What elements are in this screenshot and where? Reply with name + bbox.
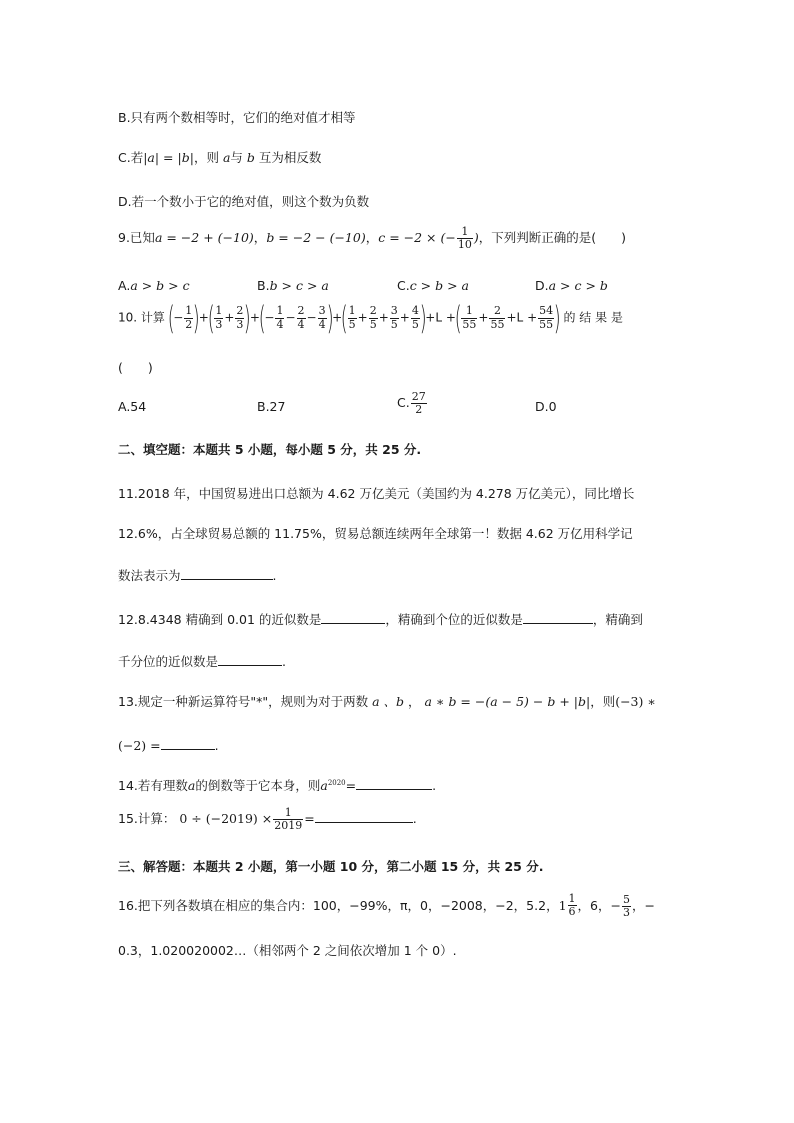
q16-mixed-number — [559, 893, 578, 918]
q10-g2-n2: 2 — [236, 304, 244, 318]
section-2-heading: 二、填空题：本题共 5 小题，每小题 5 分，共 25 分. — [118, 442, 422, 457]
q10-g4-n4: 4 — [411, 304, 419, 318]
q14-power-exp: 2020 — [327, 778, 346, 787]
q10-prefix: 10. 计算 — [118, 310, 165, 325]
q10-g5-d2: 55 — [490, 317, 505, 331]
q11-line-3-text: 数法表示为 — [118, 568, 181, 583]
q10-g1-den: 2 — [185, 317, 193, 331]
q14-power-base: a — [320, 778, 328, 793]
q10-g2-n1: 1 — [215, 304, 223, 318]
q11-line-2: 12.6%，占全球贸易总额的 11.75%，贸易总额连续两年全球第一！数据 4.62 万亿用科学记 — [118, 526, 633, 541]
q15-answer-blank[interactable] — [315, 809, 413, 823]
section-3-heading: 三、解答题：本题共 2 小题，第一小题 10 分，第二小题 15 分，共 25 分. — [118, 859, 544, 874]
q12-blank-1[interactable] — [321, 610, 385, 624]
q15-eq: = — [304, 811, 315, 827]
q9-sep2: ， — [365, 230, 379, 246]
q10-g3-n3: 3 — [318, 304, 326, 318]
q13-sep: ， — [408, 694, 421, 709]
q9-option-c-expr: c > b > a — [409, 278, 469, 293]
q10-g3-f2 — [297, 305, 306, 330]
q16-neg-den: 3 — [622, 906, 630, 920]
q16-neg-num: 5 — [622, 893, 630, 906]
q13-line-1 — [118, 694, 656, 709]
q12-line-1-b: ，精确到个位的近似数是 — [385, 612, 523, 627]
q10-g5-d3: 55 — [539, 317, 554, 331]
q10-option-b: B.27 — [257, 399, 286, 414]
q9-option-b-expr: b > c > a — [269, 278, 329, 293]
q15-frac-den: 2019 — [274, 819, 303, 833]
q9-option-c-label: C. — [397, 278, 410, 293]
q13-line-1-a: 13.规定一种新运算符号"*"，规则为对于两数 — [118, 694, 369, 709]
q10-g4-f2 — [369, 305, 378, 330]
q13-vars: a 、b — [372, 694, 405, 709]
q9-option-a — [118, 278, 190, 293]
q13-end: . — [214, 738, 219, 753]
q16-line-2: 0.3，1.020020002…（相邻两个 2 之间依次增加 1 个 0）. — [118, 943, 457, 958]
q9-option-a-expr: a > b > c — [130, 278, 190, 293]
q10-option-c-label: C. — [397, 395, 410, 411]
q8-option-c — [118, 150, 321, 165]
q14-answer-blank[interactable] — [356, 776, 432, 790]
q11-line-3 — [118, 566, 277, 583]
q10-ellipsis-1: L — [435, 310, 443, 325]
q8-option-c-suffix: 互为相反数 — [258, 150, 322, 165]
q10-g4-f4 — [411, 305, 420, 330]
q15-frac-num: 1 — [273, 807, 303, 820]
q9-stem — [118, 226, 626, 251]
q10-suffix: 的 结 果 是 — [563, 310, 623, 325]
q10-g1-sign: − — [173, 310, 184, 325]
q16-neg-frac — [622, 894, 631, 919]
q10-g4-d4: 5 — [411, 317, 419, 331]
q8-option-d: D.若一个数小于它的绝对值，则这个数为负数 — [118, 194, 370, 209]
q10-g4-d2: 5 — [369, 317, 377, 331]
q10-g5-f2 — [489, 305, 505, 330]
q8-option-c-expr: |a| = |b| — [143, 150, 194, 165]
q10-g4-d1: 5 — [348, 317, 356, 331]
q12-line-1-a: 12.8.4348 精确到 0.01 的近似数是 — [118, 612, 322, 627]
q9-c-expr-post: ) — [473, 230, 479, 246]
q14-prefix: 14.若有理数 — [118, 778, 188, 793]
q10-option-a: A.54 — [118, 399, 147, 414]
q13-expr-1: (−3) ∗ — [615, 694, 656, 709]
q10-ellipsis-2: L — [516, 310, 524, 325]
q12-end: . — [282, 654, 286, 669]
q8-option-c-mid1: ，则 — [193, 150, 219, 165]
q12-line-1-c: ，精确到 — [592, 612, 643, 627]
q10-g5-d1: 55 — [462, 317, 477, 331]
q10-option-c-frac — [411, 391, 427, 416]
q11-end: . — [272, 568, 277, 583]
q9-sep1: ， — [253, 230, 267, 246]
q9-prefix: 9.已知 — [118, 230, 155, 246]
q10-g4-n3: 3 — [390, 304, 398, 318]
q12-line-1 — [118, 610, 643, 627]
q16-neg-sign: − — [610, 898, 621, 914]
q10-g5-n3: 54 — [539, 304, 554, 318]
q15-prefix: 15.计算： — [118, 811, 176, 827]
q14-line — [118, 776, 436, 793]
q16-mixed-whole: 1 — [558, 898, 567, 914]
q8-option-c-prefix: C.若 — [118, 150, 144, 165]
q10-g5-f3 — [538, 305, 554, 330]
q16-line-1-c: ，− — [631, 898, 655, 914]
q10-stem: 10. 计算 (− $\frac{1}{2}$ )+( $\frac{1}{3}$ + $\frac{2}{3}$ )+(− $\frac{1}{4}$ − $\frac{2}{4}$ − $\frac{3}{4}$ )+( $\frac{1}{5}$ + $\frac{2}{5}$ + $\frac{3}{5}$ + $\frac{4}{5}$ )+L +( $\frac{1}{55}$ + $\frac{2}{55}$ +L + $\frac{54}{55}$ ) 的 结 果 是 — [118, 299, 623, 337]
q16-mixed-num: 1 — [568, 892, 576, 905]
q15-end: . — [412, 811, 417, 827]
q15-expr: 0 ÷ (−2019) × — [179, 811, 273, 827]
q10-option-c-num: 27 — [411, 390, 426, 403]
q14-mid: 的倒数等于它本身，则 — [195, 778, 321, 793]
q10-g4-f1 — [348, 305, 357, 330]
q13-answer-blank[interactable] — [161, 736, 215, 750]
q13-line-2 — [118, 736, 219, 753]
q15-frac — [273, 807, 303, 832]
q16-line-1-b: ，6， — [577, 898, 611, 914]
q12-line-2 — [118, 652, 286, 669]
q12-blank-2[interactable] — [523, 610, 593, 624]
q14-eq: = — [345, 778, 357, 793]
q16-line-1-a: 16.把下列各数填在相应的集合内：100，−99%，π，0，−2008，−2，5.2， — [118, 898, 559, 914]
q9-c-expr-pre: c = −2 × (− — [378, 230, 456, 246]
q8-option-b: B.只有两个数相等时，它们的绝对值才相等 — [118, 110, 356, 125]
q9-option-d-label: D. — [535, 278, 549, 293]
q10-g3-f1 — [275, 305, 284, 330]
q14-var: a — [187, 778, 196, 793]
q14-end: . — [432, 778, 437, 793]
q10-option-c — [397, 391, 428, 416]
q8-option-c-b: b — [246, 150, 255, 165]
q9-option-d-expr: a > c > b — [548, 278, 608, 293]
q10-g4-f3 — [390, 305, 399, 330]
q10-g3-d2: 4 — [297, 317, 305, 331]
q16-mixed-den: 6 — [568, 905, 576, 919]
q10-g5-f1 — [461, 305, 477, 330]
q9-c-fraction — [457, 226, 473, 251]
q10-g4-n1: 1 — [348, 304, 356, 318]
q10-g2-f1 — [214, 305, 223, 330]
q10-g2-d1: 3 — [215, 317, 223, 331]
q9-option-a-label: A. — [118, 278, 131, 293]
q10-g3-f3 — [318, 305, 327, 330]
q10-option-d: D.0 — [535, 399, 557, 414]
q10-g5-n2: 2 — [489, 305, 505, 318]
q16-line-1 — [118, 893, 655, 919]
q13-line-1-b: ，则 — [590, 694, 616, 709]
q10-g2-d2: 3 — [236, 317, 244, 331]
q13-rule: a ∗ b = −(a − 5) − b + |b| — [424, 694, 591, 709]
q9-option-d — [535, 278, 608, 293]
q12-blank-3[interactable] — [218, 652, 282, 666]
q9-c-frac-num: 1 — [457, 226, 473, 239]
q9-suffix: ，下列判断正确的是( ) — [478, 230, 627, 246]
q10-g4-d3: 5 — [390, 317, 398, 331]
q9-c-frac-den: 10 — [457, 238, 472, 252]
q8-option-c-a: a — [222, 150, 231, 165]
q13-line-2-expr: (−2) = — [118, 738, 161, 753]
q10-g5-n1: 1 — [461, 305, 477, 318]
q10-answer-paren: ( ) — [118, 360, 153, 375]
q8-option-c-mid2: 与 — [230, 150, 243, 165]
q12-line-2-text: 千分位的近似数是 — [118, 654, 219, 669]
q16-mixed-frac — [568, 893, 577, 918]
q10-option-c-den: 2 — [415, 403, 423, 417]
q9-b-expr: b = −2 − (−10) — [266, 230, 366, 246]
q10-g3-d1: 4 — [276, 317, 284, 331]
q10-g1-num: 1 — [185, 304, 193, 318]
q9-a-expr: a = −2 + (−10) — [154, 230, 254, 246]
q10-g3-d3: 4 — [318, 317, 326, 331]
q10-g3-n1: 1 — [276, 304, 284, 318]
q9-option-c — [397, 278, 469, 293]
q9-option-b-label: B. — [257, 278, 270, 293]
q9-option-b — [257, 278, 329, 293]
q11-line-1: 11.2018 年，中国贸易进出口总额为 4.62 万亿美元（美国约为 4.278 万亿美元），同比增长 — [118, 486, 635, 501]
q11-answer-blank[interactable] — [181, 566, 273, 580]
q15-line — [118, 807, 417, 832]
q10-g4-n2: 2 — [369, 304, 377, 318]
q10-g3-n2: 2 — [297, 304, 305, 318]
